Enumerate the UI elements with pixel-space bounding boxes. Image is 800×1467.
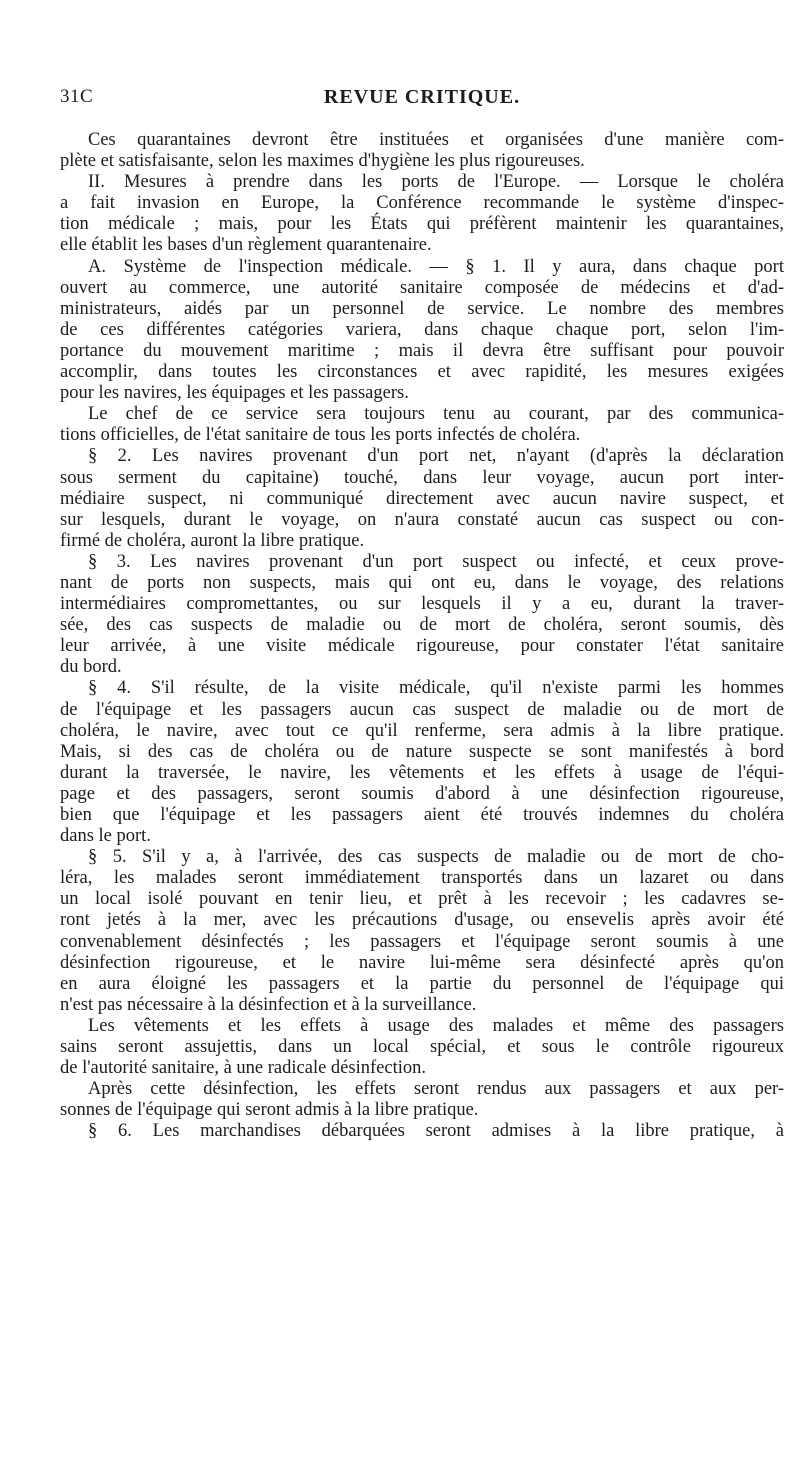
text-line: § 3. Les navires provenant d'un port suspect ou infecté, et ceux prove- <box>88 551 784 572</box>
text-line: a fait invasion en Europe, la Conférence recommande le système d'inspec- <box>60 193 784 214</box>
text-line: n'est pas nécessaire à la désinfection et à la surveillance. <box>60 994 477 1015</box>
text-line: page et des passagers, seront soumis d'abord à une désinfection rigoureuse, <box>60 783 784 804</box>
text-line: ront jetés à la mer, avec les précautions d'usage, ou ensevelis après avoir été <box>60 910 784 931</box>
text-line: firmé de choléra, auront la libre pratique. <box>60 530 365 551</box>
text-line: § 5. S'il y a, à l'arrivée, des cas suspects de maladie ou de mort de cho- <box>88 847 784 868</box>
text-line: bien que l'équipage et les passagers aient été trouvés indemnes du choléra <box>60 805 784 825</box>
text-line: tion médicale ; mais, pour les États qui préfèrent maintenir les quarantaines, <box>60 214 784 235</box>
text-line: choléra, le navire, avec tout ce qu'il renferme, sera admis à la libre pratique. <box>60 720 784 741</box>
text-line: plète et satisfaisante, selon les maximes d'hygiène les plus rigoureuses. <box>60 151 585 172</box>
text-line: II. Mesures à prendre dans les ports de l'Europe. — Lorsque le choléra <box>88 172 784 193</box>
text-line: accomplir, dans toutes les circonstances et avec rapidité, les mesures exigées <box>60 362 784 383</box>
text-line: sonnes de l'équipage qui seront admis à la libre pratique. <box>60 1100 479 1121</box>
text-line: Les vêtements et les effets à usage des malades et même des passagers <box>88 1015 784 1036</box>
text-line: convenablement désinfectés ; les passagers et l'équipage seront soumis à une <box>60 931 784 952</box>
text-line: Après cette désinfection, les effets seront rendus aux passagers et aux per- <box>88 1079 784 1100</box>
text-line: nant de ports non suspects, mais qui ont eu, dans le voyage, des relations <box>60 572 784 593</box>
text-line: intermédiaires compromettantes, ou sur lesquels il y a eu, durant la traver- <box>60 594 784 615</box>
text-line: tions officielles, de l'état sanitaire de tous les ports infectés de choléra. <box>60 425 581 446</box>
text-line: sur lesquels, durant le voyage, on n'aura constaté aucun cas suspect ou con- <box>60 509 784 530</box>
text-line: Ces quarantaines devront être instituées et organisées d'une manière com- <box>88 130 784 150</box>
text-line: en aura éloigné les passagers et la partie du personnel de l'équipage qui <box>60 973 784 994</box>
text-line: ouvert au commerce, une autorité sanitaire composée de médecins et d'ad- <box>60 277 784 298</box>
text-line: § 4. S'il résulte, de la visite médicale, qu'il n'existe parmi les hommes <box>88 678 784 699</box>
text-line: pour les navires, les équipages et les passagers. <box>60 383 409 404</box>
text-line: un local isolé pouvant en tenir lieu, et prêt à les recevoir ; les cadavres se- <box>60 889 784 910</box>
text-line: sée, des cas suspects de maladie ou de mort de choléra, seront soumis, dès <box>60 615 784 636</box>
text-line: de ces différentes catégories variera, dans chaque chaque port, selon l'im- <box>60 319 784 340</box>
text-line: § 6. Les marchandises débarquées seront admises à la libre pratique, à <box>88 1121 784 1142</box>
text-line: § 2. Les navires provenant d'un port net, n'ayant (d'après la déclaration <box>88 446 784 467</box>
text-line: Le chef de ce service sera toujours tenu au courant, par des communica- <box>88 404 784 425</box>
text-line: ministrateurs, aidés par un personnel de service. Le nombre des membres <box>60 298 784 319</box>
page-header <box>60 86 784 116</box>
text-line: A. Système de l'inspection médicale. — § 1. Il y aura, dans chaque port <box>88 256 784 277</box>
text-line: du bord. <box>60 657 122 678</box>
text-line: désinfection rigoureuse, et le navire lui-même sera désinfecté après qu'on <box>60 952 784 973</box>
text-line: dans le port. <box>60 826 151 847</box>
text-line: sains seront assujettis, dans un local spécial, et sous le contrôle rigoureux <box>60 1037 784 1058</box>
text-line: durant la traversée, le navire, les vêtements et les effets à usage de l'équi- <box>60 762 784 783</box>
text-line: sous serment du capitaine) touché, dans leur voyage, aucun port inter- <box>60 467 784 488</box>
text-line: de l'équipage et les passagers aucun cas suspect de maladie ou de mort de <box>60 699 784 720</box>
body-text <box>60 130 784 1143</box>
text-line: leur arrivée, à une visite médicale rigoureuse, pour constater l'état sanitaire <box>60 636 784 657</box>
page-number: 31C <box>60 86 94 107</box>
text-line: léra, les malades seront immédiatement transportés dans un lazaret ou dans <box>60 868 784 889</box>
running-title: REVUE CRITIQUE. <box>323 86 521 108</box>
text-line: elle établit les bases d'un règlement quarantenaire. <box>60 235 432 256</box>
text-line: portance du mouvement maritime ; mais il devra être suffisant pour pouvoir <box>60 340 784 361</box>
text-line: Mais, si des cas de choléra ou de nature suspecte se sont manifestés à bord <box>60 741 784 762</box>
text-line: médiaire suspect, ni communiqué directement avec aucun navire suspect, et <box>60 488 784 509</box>
text-line: de l'autorité sanitaire, à une radicale désinfection. <box>60 1058 426 1079</box>
